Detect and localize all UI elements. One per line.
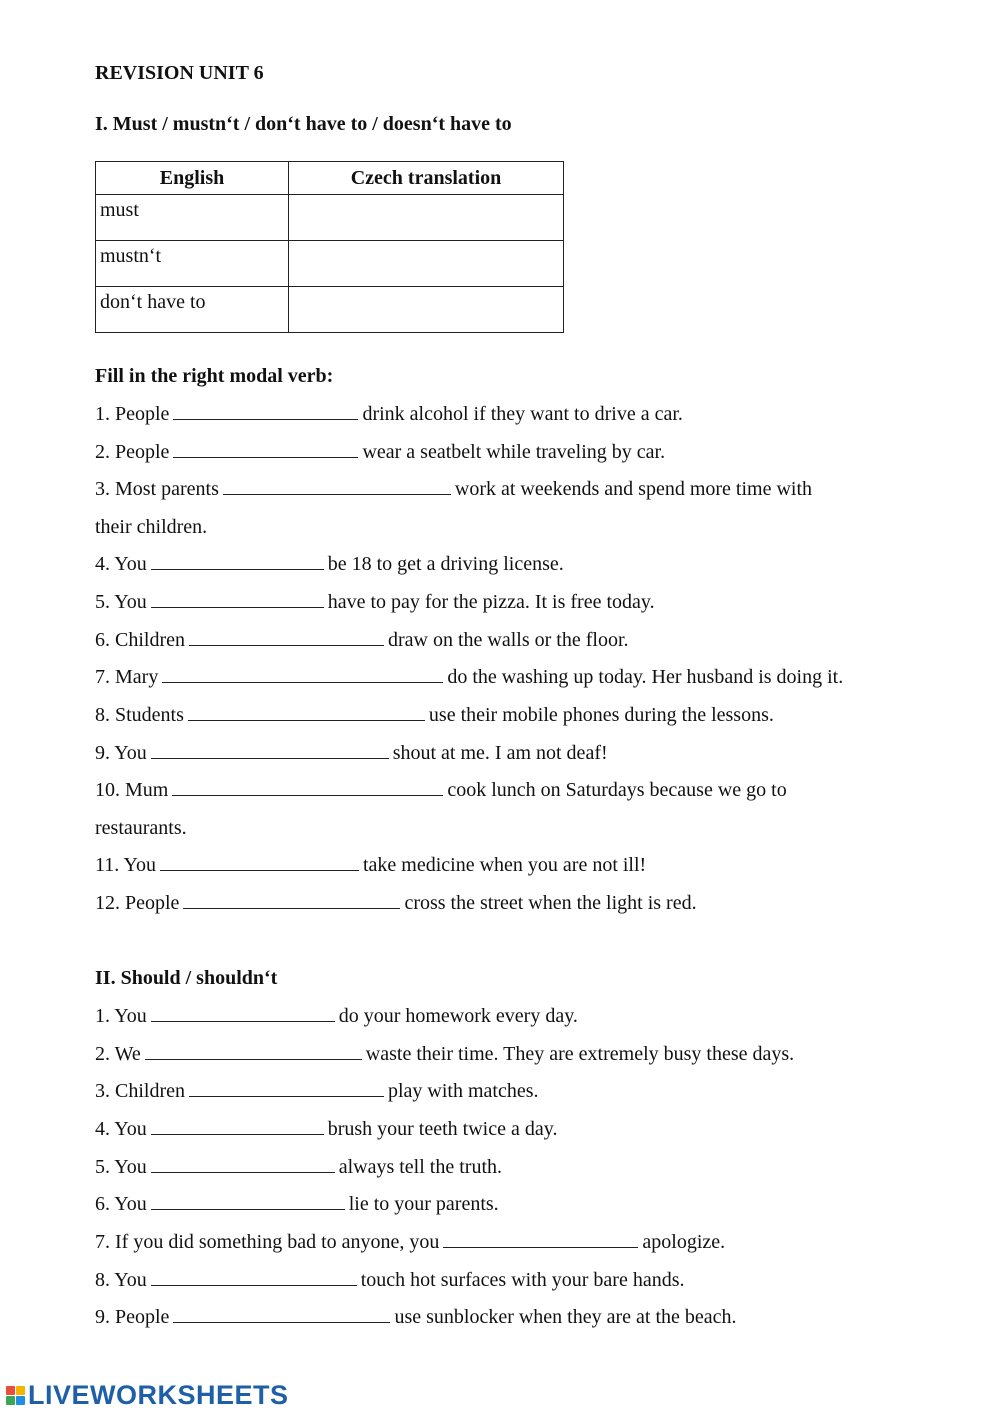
exercise-item-3: 3. Most parents work at weekends and spend more time with	[95, 478, 813, 500]
answer-blank[interactable]	[151, 552, 324, 570]
table-row	[96, 195, 564, 241]
exercise-item-3: 3. Children play with matches.	[95, 1080, 539, 1102]
english-cell: don‘t have to	[96, 287, 289, 333]
exercise-item-5: 5. You have to pay for the pizza. It is free today.	[95, 591, 655, 613]
exercise-item-9: 9. You shout at me. I am not deaf!	[95, 742, 608, 764]
exercise-item-7: 7. Mary do the washing up today. Her husband is doing it.	[95, 666, 844, 688]
exercise-item-9: 9. People use sunblocker when they are at the beach.	[95, 1306, 737, 1328]
answer-blank[interactable]	[189, 1079, 384, 1097]
answer-blank[interactable]	[151, 1155, 335, 1173]
liveworksheets-logo-icon	[6, 1386, 25, 1405]
fill-instruction: Fill in the right modal verb:	[95, 365, 334, 387]
answer-blank[interactable]	[188, 703, 425, 721]
exercise-item-7: 7. If you did something bad to anyone, you apologize.	[95, 1231, 726, 1253]
answer-blank[interactable]	[443, 1230, 638, 1248]
english-cell: must	[96, 195, 289, 241]
answer-blank[interactable]	[145, 1042, 362, 1060]
answer-blank[interactable]	[151, 1117, 324, 1135]
table-row	[96, 241, 564, 287]
exercise-item-1: 1. You do your homework every day.	[95, 1005, 578, 1027]
answer-blank[interactable]	[151, 1192, 345, 1210]
exercise-item-1: 1. People drink alcohol if they want to drive a car.	[95, 403, 683, 425]
answer-blank[interactable]	[151, 741, 389, 759]
answer-blank[interactable]	[162, 665, 443, 683]
exercise-item-6: 6. Children draw on the walls or the floor.	[95, 629, 629, 651]
exercise-item-4: 4. You brush your teeth twice a day.	[95, 1118, 558, 1140]
answer-blank[interactable]	[151, 1268, 357, 1286]
translation-table	[95, 161, 564, 333]
exercise-item-10: 10. Mum cook lunch on Saturdays because we go to	[95, 779, 787, 801]
answer-blank[interactable]	[183, 891, 400, 909]
brand-text: LIVEWORKSHEETS	[28, 1379, 289, 1410]
answer-blank[interactable]	[173, 440, 358, 458]
answer-blank[interactable]	[223, 477, 451, 495]
exercise-item-12: 12. People cross the street when the light is red.	[95, 892, 697, 914]
exercise-item-6: 6. You lie to your parents.	[95, 1193, 499, 1215]
exercise-item-11: 11. You take medicine when you are not ill!	[95, 854, 647, 876]
answer-blank[interactable]	[151, 1004, 335, 1022]
section-2-heading: II. Should / shouldn‘t	[95, 967, 278, 989]
answer-blank[interactable]	[151, 590, 324, 608]
answer-blank[interactable]	[160, 853, 359, 871]
exercise-item-5: 5. You always tell the truth.	[95, 1156, 502, 1178]
czech-translation-input[interactable]	[289, 241, 564, 287]
exercise-item-8: 8. Students use their mobile phones during the lessons.	[95, 704, 774, 726]
czech-translation-input[interactable]	[289, 195, 564, 241]
liveworksheets-brand	[6, 1379, 289, 1411]
exercise-item-3-continuation: their children.	[95, 516, 208, 538]
table-header-czech: Czech translation	[289, 162, 564, 195]
answer-blank[interactable]	[172, 778, 443, 796]
exercise-item-10-continuation: restaurants.	[95, 817, 187, 839]
worksheet-title: REVISION UNIT 6	[95, 62, 264, 84]
answer-blank[interactable]	[173, 402, 358, 420]
answer-blank[interactable]	[173, 1305, 390, 1323]
english-cell: mustn‘t	[96, 241, 289, 287]
section-1-heading: I. Must / mustn‘t / don‘t have to / doesn‘t have to	[95, 113, 512, 135]
exercise-item-2: 2. People wear a seatbelt while traveling by car.	[95, 441, 666, 463]
table-row	[96, 287, 564, 333]
exercise-item-8: 8. You touch hot surfaces with your bare hands.	[95, 1269, 685, 1291]
table-header-english: English	[96, 162, 289, 195]
exercise-item-2: 2. We waste their time. They are extremely busy these days.	[95, 1043, 795, 1065]
answer-blank[interactable]	[189, 628, 384, 646]
czech-translation-input[interactable]	[289, 287, 564, 333]
exercise-item-4: 4. You be 18 to get a driving license.	[95, 553, 564, 575]
